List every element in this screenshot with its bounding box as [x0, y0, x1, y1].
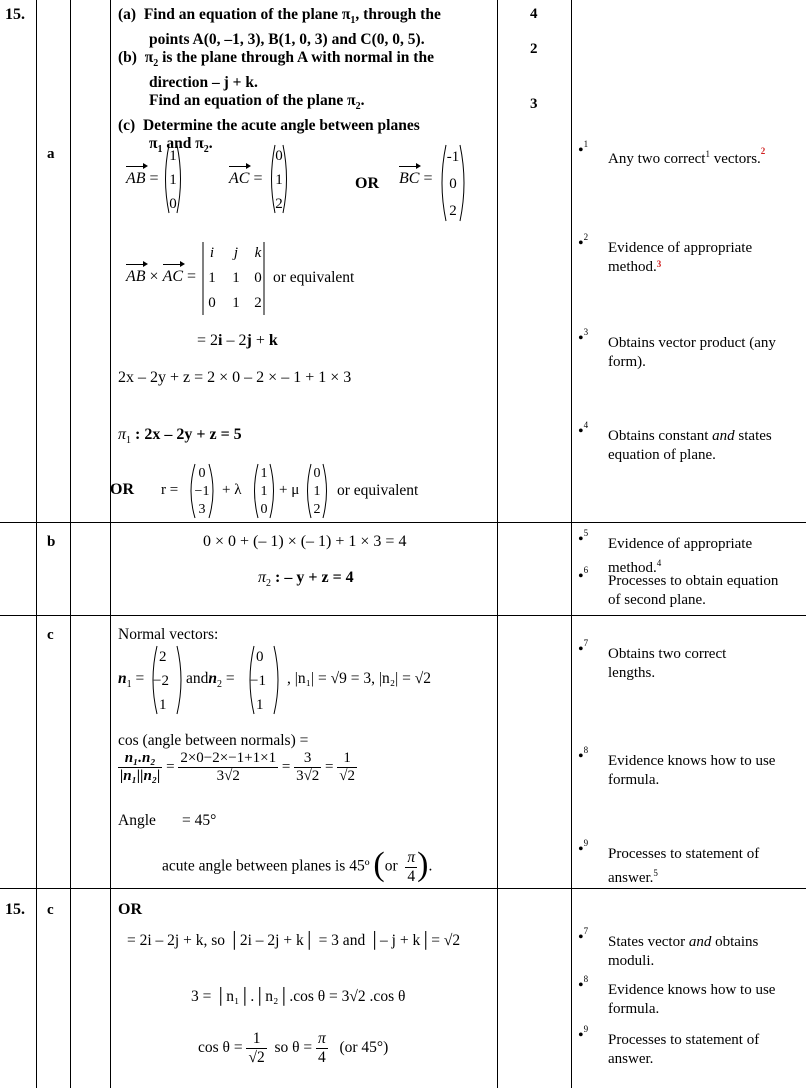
note-bullet-7: •$^7$ — [578, 638, 589, 658]
note-9: Processes to statement of answer.$^5$ — [608, 846, 760, 886]
note-11: Evidence knows how to use formula. — [608, 982, 776, 1017]
alt-vector-d2 — [302, 462, 332, 520]
row-label-c2: c — [47, 902, 54, 918]
cross-result: = 2i – 2j + k — [197, 332, 278, 349]
col-divider-4 — [497, 0, 498, 1088]
ac-vector-label: AC = — [229, 170, 263, 187]
magnitudes: , |n₁| = √9 = 3, |n₂| = √2 — [287, 670, 431, 687]
bc-v1: -1 — [446, 149, 460, 165]
n2-v1: 0 — [256, 649, 264, 665]
n1-label: $n_1$ = — [118, 670, 145, 691]
note-bullet-5: •$^5$ — [578, 528, 589, 548]
mark-b: 2 — [530, 41, 538, 57]
col-divider-5 — [571, 0, 572, 1088]
row-label-b: b — [47, 534, 56, 550]
note-8: Evidence knows how to use formula. — [608, 753, 776, 788]
or-equivalent-2: or equivalent — [337, 482, 419, 499]
dot-product-line: 0 × 0 + (– 1) × (– 1) + 1 × 3 = 4 — [203, 533, 407, 550]
or-label-c2: OR — [118, 901, 142, 918]
n2-column-vector — [244, 644, 284, 716]
cos-line: cos (angle between normals) = — [118, 732, 309, 749]
angle-value: = 45° — [182, 812, 217, 829]
note-4: Obtains constant and states equation of plane. — [608, 428, 772, 463]
or-equivalent-1: or equivalent — [273, 269, 355, 286]
n1-v3: 1 — [159, 697, 167, 713]
note-bullet-1: •$^1$ — [578, 139, 589, 159]
ab-v3: 0 — [169, 196, 177, 212]
note-7: Obtains two correct lengths. — [608, 646, 727, 681]
row-label-a: a — [47, 146, 55, 162]
note-3: Obtains vector product (any form). — [608, 335, 776, 370]
ac-column-vector — [266, 143, 292, 215]
n2-v3: 1 — [256, 697, 264, 713]
ab-column-vector — [160, 143, 186, 215]
alt-r: r = — [161, 482, 179, 498]
n1-v2: −2 — [153, 673, 169, 689]
normal-vectors-label: Normal vectors: — [118, 626, 219, 643]
question-number: 15. — [5, 6, 25, 23]
note-2: Evidence of appropriate method.$^3$ — [608, 240, 753, 275]
det-j: j — [233, 245, 239, 261]
note-bullet-11: •$^8$ — [578, 974, 589, 994]
det-r3c3: 2 — [254, 295, 262, 311]
ab-v2: 1 — [169, 172, 177, 188]
alt-d1-3: 0 — [260, 502, 268, 517]
note-bullet-10: •$^7$ — [578, 926, 589, 946]
det-r3c1: 0 — [208, 295, 216, 311]
note-1: Any two correct$^1$ vectors.$^2$ — [608, 146, 766, 167]
det-r2c2: 1 — [232, 270, 240, 286]
note-10: States vector and obtains moduli. — [608, 934, 759, 969]
note-6: Processes to obtain equation of second plane. — [608, 573, 779, 608]
col-divider-1 — [36, 0, 37, 1088]
alt-d2-2: 1 — [313, 484, 321, 499]
or-label-a: OR — [355, 175, 379, 192]
bc-vector-label: BC = — [399, 170, 433, 187]
row-divider-c2 — [0, 888, 806, 889]
alt-d1-2: 1 — [260, 484, 268, 499]
cross-product-lhs: AB × AC = — [126, 268, 197, 285]
col-divider-3 — [110, 0, 111, 1088]
det-r3c2: 1 — [232, 295, 240, 311]
c2-line1: = 2i – 2j + k, so │2i – 2j + k│ = 3 and │– j + k│= √2 — [127, 932, 461, 949]
note-12: Processes to statement of answer. — [608, 1032, 760, 1067]
ac-v1: 0 — [275, 148, 283, 164]
n1-column-vector — [147, 644, 187, 716]
question-text: (a) Find an equation of the plane $\pi_1$, through the points A(0, –1, 3), B(1, 0, 3) and C(0, 0, 5). (b) $\pi_2$ is the plane through A with normal in the direction – j + k. Find an equation of the plane $\pi_2$. (c) Determine the acute angle between planes $\pi_1$ and $\pi_2$. — [118, 6, 441, 156]
bc-column-vector — [436, 143, 470, 223]
note-bullet-9: •$^9$ — [578, 838, 589, 858]
det-r2c1: 1 — [208, 270, 216, 286]
row-divider-b — [0, 522, 806, 523]
alt-vector-p — [185, 462, 219, 520]
note-5: Evidence of appropriate method.$^4$ — [608, 536, 753, 576]
ac-v2: 1 — [275, 172, 283, 188]
det-k: k — [254, 245, 262, 261]
c2-line3: cos θ = $\frac{1}{√2}$ so θ = $\frac{\pi}{4}$ (or 45°) — [198, 1030, 389, 1066]
col-divider-2 — [70, 0, 71, 1088]
note-bullet-12: •$^9$ — [578, 1024, 589, 1044]
bc-v2: 0 — [449, 176, 457, 192]
determinant — [200, 239, 272, 317]
angle-label: Angle — [118, 812, 156, 829]
plane1-equation: $\pi_1$ : 2x – 2y + z = 5 — [118, 426, 242, 447]
alt-d2-3: 2 — [313, 502, 321, 517]
substitution-line: 2x – 2y + z = 2 × 0 – 2 × – 1 + 1 × 3 — [118, 369, 352, 386]
alt-lambda: + λ — [222, 482, 242, 498]
cos-formula: $\frac{\text{n₁.n₂}}{\text{|n₁||n₂|}}$ = $\frac{2\times 0-2\times-1+1\times 1}{3√2}$ = $\frac{3}{3√2}$ = $\frac{1}{√2}$ — [120, 750, 355, 784]
c2-line2: 3 = │n₁│.│n₂│.cos θ = 3√2 .cos θ — [191, 988, 406, 1005]
acute-angle-statement: acute angle between planes is 45º (or $\frac{\pi}{4}$ ). — [162, 846, 433, 885]
n1-v1: 2 — [159, 649, 167, 665]
or-label-alt: OR — [110, 481, 134, 498]
n2-v2: −1 — [250, 673, 266, 689]
alt-vector-d1 — [249, 462, 279, 520]
row-divider-c — [0, 615, 806, 616]
alt-p1: 0 — [198, 466, 206, 481]
alt-p2: −1 — [194, 484, 210, 499]
det-i: i — [209, 245, 215, 261]
det-r2c3: 0 — [254, 270, 262, 286]
note-bullet-4: •$^4$ — [578, 420, 589, 440]
plane2-equation: $\pi_2$ : – y + z = 4 — [258, 569, 354, 590]
note-bullet-6: •$^6$ — [578, 565, 589, 585]
ac-v3: 2 — [275, 196, 283, 212]
note-bullet-3: •$^3$ — [578, 327, 589, 347]
alt-mu: + μ — [279, 482, 300, 498]
mark-c: 3 — [530, 96, 538, 112]
note-bullet-2: •$^2$ — [578, 232, 589, 252]
bc-v3: 2 — [449, 203, 457, 219]
alt-d2-1: 0 — [313, 466, 321, 481]
ab-v1: 1 — [169, 148, 177, 164]
note-bullet-8: •$^8$ — [578, 745, 589, 765]
alt-d1-1: 1 — [260, 466, 268, 481]
question-number-repeat: 15. — [5, 901, 25, 918]
mark-a: 4 — [530, 6, 538, 22]
and-label: andn$_2$ = — [186, 670, 235, 691]
row-label-c: c — [47, 627, 54, 643]
alt-p3: 3 — [198, 502, 206, 517]
ab-vector-label: AB = — [126, 170, 159, 187]
